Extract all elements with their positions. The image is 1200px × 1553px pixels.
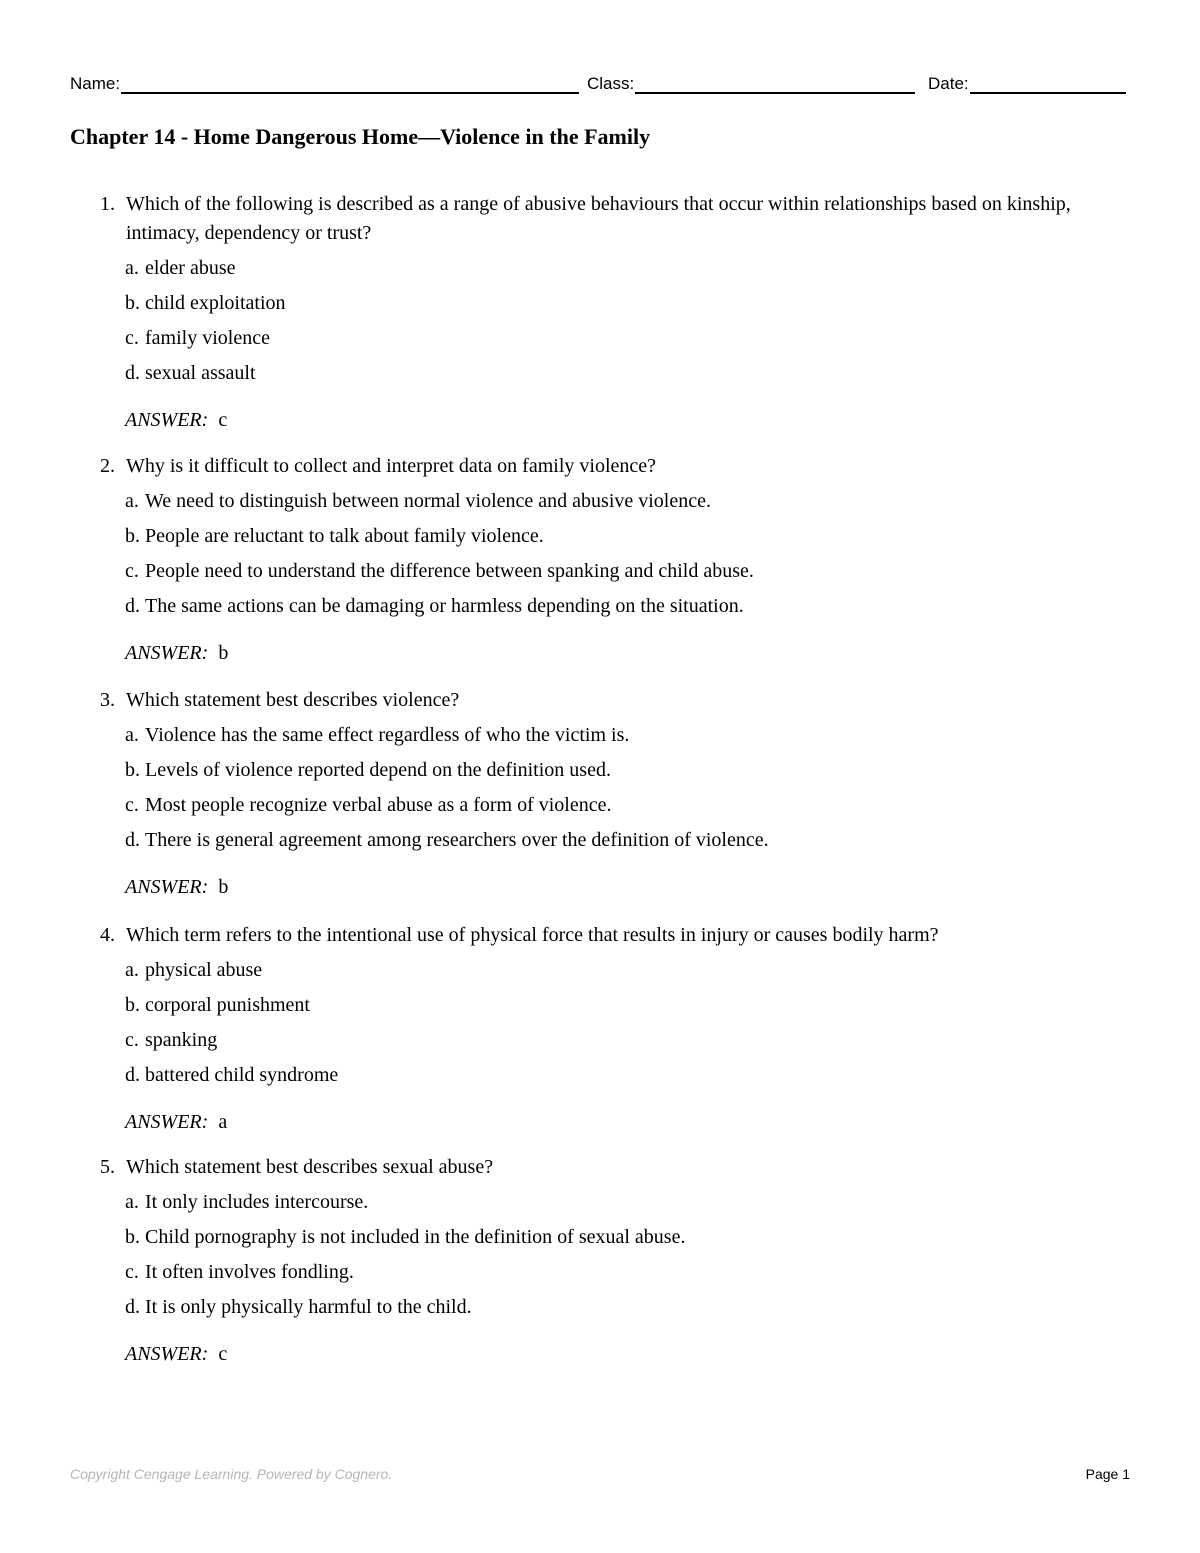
question-3 — [100, 686, 1100, 902]
question-4 — [100, 921, 1100, 1137]
answer-label: ANSWER: — [125, 642, 209, 664]
option-letter: d. — [125, 829, 140, 851]
answer-value: a — [218, 1111, 228, 1133]
class-label: Class: — [587, 74, 635, 93]
question-number: 5. — [100, 1156, 115, 1178]
option-c — [125, 557, 1100, 586]
option-b — [125, 991, 1100, 1020]
option-text: People are reluctant to talk about family violence. — [145, 525, 544, 547]
answer-label: ANSWER: — [125, 409, 209, 431]
question-number: 4. — [100, 924, 115, 946]
option-letter: a. — [125, 490, 139, 512]
option-text: corporal punishment — [145, 994, 310, 1016]
answer-value: c — [218, 1343, 228, 1365]
question-2 — [100, 452, 1100, 668]
option-letter: b. — [125, 292, 140, 314]
option-a — [125, 254, 1100, 283]
answer-label: ANSWER: — [125, 1111, 209, 1133]
option-text: physical abuse — [145, 959, 263, 981]
option-text: There is general agreement among researchers over the definition of violence. — [145, 829, 769, 851]
name-field — [70, 72, 579, 94]
option-text: It often involves fondling. — [145, 1261, 354, 1283]
copyright-footer: Copyright Cengage Learning. Powered by Cognero. — [70, 1466, 393, 1482]
option-d — [125, 592, 1100, 621]
option-text: Violence has the same effect regardless of who the victim is. — [145, 724, 630, 746]
option-letter: c. — [125, 560, 139, 582]
option-text: The same actions can be damaging or harmless depending on the situation. — [145, 595, 744, 617]
option-d — [125, 826, 1100, 855]
option-text: We need to distinguish between normal violence and abusive violence. — [145, 490, 711, 512]
question-number: 1. — [100, 193, 115, 215]
option-d — [125, 1293, 1100, 1322]
page-number: Page 1 — [1085, 1466, 1130, 1482]
page-title: Chapter 14 - Home Dangerous Home—Violence in the Family — [70, 124, 651, 149]
option-letter: b. — [125, 1226, 140, 1248]
option-text: It is only physically harmful to the child. — [145, 1296, 472, 1318]
question-text: Which term refers to the intentional use of physical force that results in injury or causes bodily harm? — [126, 924, 939, 946]
question-text: Which statement best describes sexual abuse? — [126, 1156, 494, 1178]
option-a — [125, 487, 1100, 516]
option-letter: a. — [125, 257, 139, 279]
option-text: child exploitation — [145, 292, 286, 314]
answer-line — [125, 873, 1100, 902]
name-label: Name: — [70, 74, 121, 93]
option-text: spanking — [145, 1029, 218, 1051]
class-line — [635, 72, 915, 94]
option-a — [125, 721, 1100, 750]
class-field — [587, 72, 915, 94]
option-c — [125, 791, 1100, 820]
answer-line — [125, 1108, 1100, 1137]
option-text: family violence — [145, 327, 270, 349]
question-number: 3. — [100, 689, 115, 711]
option-text: Child pornography is not included in the definition of sexual abuse. — [145, 1226, 686, 1248]
question-1 — [100, 190, 1100, 435]
option-b — [125, 756, 1100, 785]
option-c — [125, 324, 1100, 353]
option-letter: a. — [125, 1191, 139, 1213]
option-text: battered child syndrome — [145, 1064, 339, 1086]
question-text: Which of the following is described as a range of abusive behaviours that occur within relationships based on kinship, intimacy, dependency or trust? — [126, 193, 1071, 244]
option-text: Levels of violence reported depend on the definition used. — [145, 759, 611, 781]
option-letter: b. — [125, 994, 140, 1016]
option-text: sexual assault — [145, 362, 256, 384]
option-d — [125, 359, 1100, 388]
option-letter: c. — [125, 1029, 139, 1051]
option-b — [125, 522, 1100, 551]
question-5 — [100, 1153, 1100, 1369]
option-letter: b. — [125, 525, 140, 547]
name-line — [121, 72, 579, 94]
option-text: elder abuse — [145, 257, 236, 279]
date-field — [928, 72, 1126, 94]
answer-value: b — [218, 876, 229, 898]
option-letter: d. — [125, 1064, 140, 1086]
option-a — [125, 956, 1100, 985]
option-a — [125, 1188, 1100, 1217]
option-c — [125, 1026, 1100, 1055]
option-c — [125, 1258, 1100, 1287]
question-text: Which statement best describes violence? — [126, 689, 460, 711]
option-text: It only includes intercourse. — [145, 1191, 369, 1213]
option-letter: a. — [125, 959, 139, 981]
answer-label: ANSWER: — [125, 876, 209, 898]
option-b — [125, 1223, 1100, 1252]
question-number: 2. — [100, 455, 115, 477]
option-letter: c. — [125, 1261, 139, 1283]
worksheet-header — [70, 72, 1130, 98]
answer-line — [125, 639, 1100, 668]
option-letter: d. — [125, 1296, 140, 1318]
option-letter: d. — [125, 595, 140, 617]
answer-line — [125, 406, 1100, 435]
answer-value: c — [218, 409, 228, 431]
option-d — [125, 1061, 1100, 1090]
answer-value: b — [218, 642, 229, 664]
question-text: Why is it difficult to collect and interpret data on family violence? — [126, 455, 657, 477]
date-label: Date: — [928, 74, 969, 93]
option-letter: b. — [125, 759, 140, 781]
answer-label: ANSWER: — [125, 1343, 209, 1365]
option-letter: a. — [125, 724, 139, 746]
option-letter: d. — [125, 362, 140, 384]
option-letter: c. — [125, 327, 139, 349]
option-text: People need to understand the difference between spanking and child abuse. — [145, 560, 754, 582]
option-b — [125, 289, 1100, 318]
date-line — [970, 72, 1126, 94]
option-letter: c. — [125, 794, 139, 816]
answer-line — [125, 1340, 1100, 1369]
option-text: Most people recognize verbal abuse as a form of violence. — [145, 794, 612, 816]
